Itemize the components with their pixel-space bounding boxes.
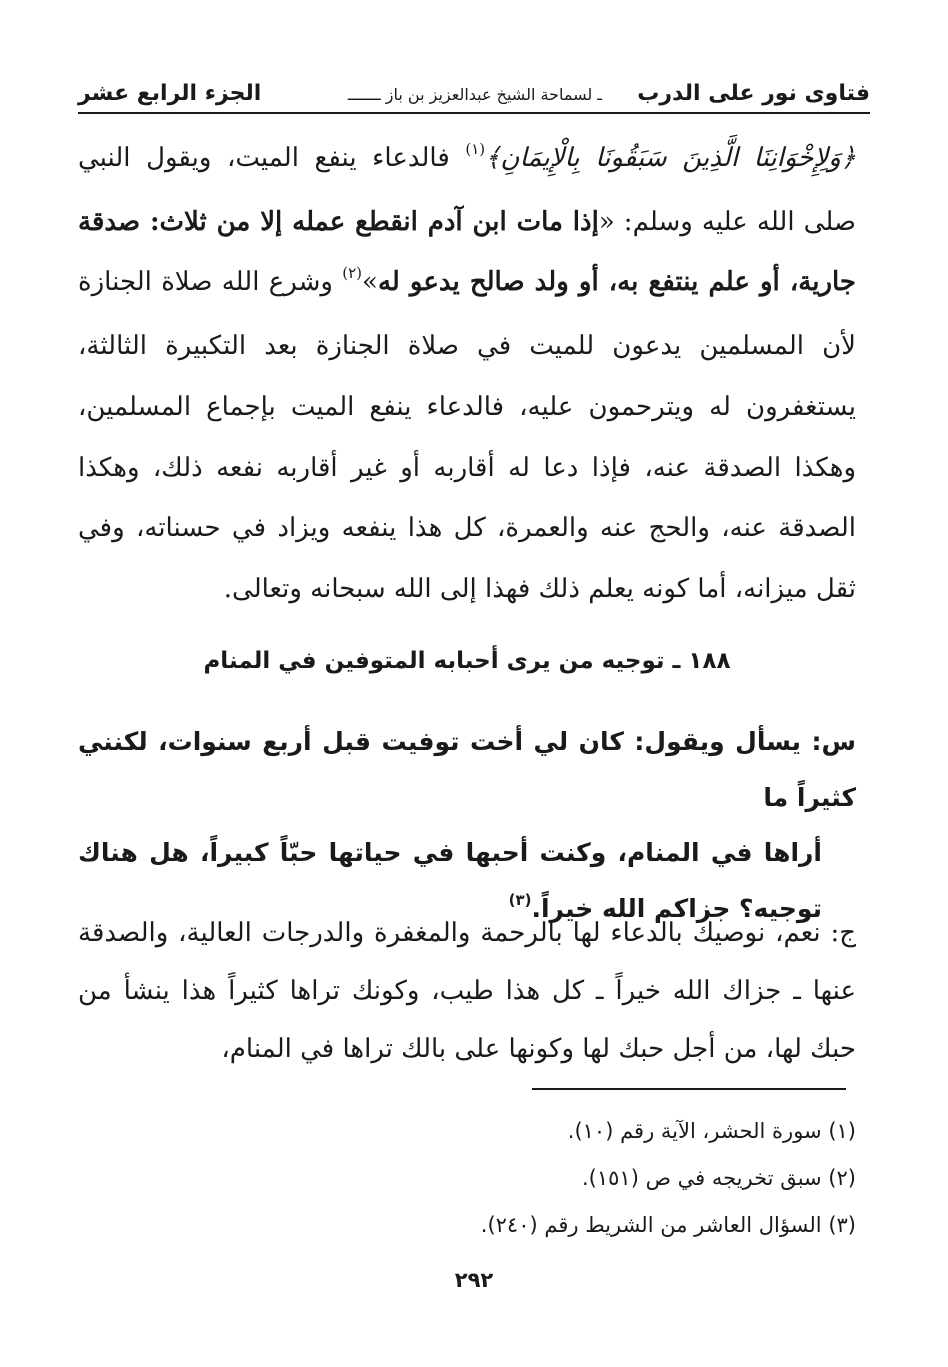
question-first-line: س: يسأل ويقول: كان لي أخت توفيت قبل أربع سنوات، لكنني كثيراً ما [78, 727, 856, 812]
footnote-1: (١) سورة الحشر، الآية رقم (١٠). [567, 1119, 856, 1143]
quote-close: » [362, 267, 378, 298]
footnote-ref-1: (١) [465, 140, 486, 158]
footnote-divider [532, 1088, 846, 1090]
paragraph-text: وشرع الله صلاة الجنازة لأن المسلمين يدعون للميت في صلاة الجنازة بعد التكبيرة الثالثة، يستغفرون له ويترحمون عليه، فالدعاء ينفع الميت بإجماع المسلمين، وهكذا الصدقة عنه، فإذا دعا له أقاربه أو غير أقاربه نفعه ذلك، وهكذا الصدقة عنه، والحج عنه والعمرة، كل هذا ينفعه ويزاد في حسناته، وفي ثقل ميزانه، أما كونه يعلم ذلك فهذا إلى الله سبحانه وتعالى. [78, 267, 856, 604]
footnotes [78, 1108, 856, 1249]
hadith-text: إذا مات ابن آدم انقطع عمله إلا من ثلاث: صدقة جارية، أو علم ينتفع به، أو ولد صالح يدعو له [78, 206, 856, 298]
running-head [78, 72, 870, 114]
footnote-ref-2: (٢) [342, 264, 363, 283]
series-title: فتاوى نور على الدرب [637, 81, 870, 106]
answer-text: ج: نعم، نوصيك بالدعاء لها بالرحمة والمغفرة والدرجات العالية، والصدقة عنها ـ جزاك الله خيراً ـ كل هذا طيب، وكونك تراها كثيراً هذا ينشأ من حبك لها، من أجل حبك لها وكونها على بالك تراها في المنام، [78, 918, 856, 1064]
continued-text [78, 128, 856, 620]
footnote-ref-3: (٣) [508, 891, 532, 910]
opening-paragraph [78, 128, 856, 620]
author-line: ـ لسماحة الشيخ عبدالعزيز بن باز ـــــــ [347, 85, 602, 104]
section-heading: ١٨٨ ـ توجيه من يرى أحبابه المتوفين في المنام [203, 648, 731, 674]
paragraph-text: فالدعاء ينفع الميت، ويقول النبي صلى الله عليه وسلم: « [78, 143, 857, 237]
footnote-3: (٣) السؤال العاشر من الشريط رقم (٢٤٠). [480, 1213, 856, 1237]
quran-verse: ﴿وَلِإِخْوَانِنَا الَّذِينَ سَبَقُونَا بِالْإِيمَانِ﴾ [485, 143, 856, 173]
page-number: ٢٩٢ [454, 1268, 494, 1292]
footnote-2: (٢) سبق تخريجه في ص (١٥١). [582, 1166, 856, 1190]
question-text: أراها في المنام، وكنت أحبها في حياتها حبّاً كبيراً، هل هناك توجيه؟ جزاكم الله خيراً. [78, 838, 822, 924]
answer-block [78, 904, 856, 1078]
volume-title: الجزء الرابع عشر [78, 81, 262, 106]
